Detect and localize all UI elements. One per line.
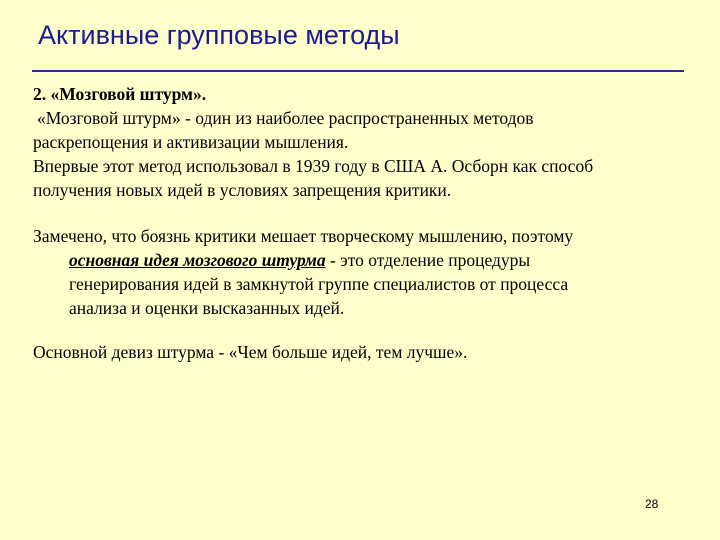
page-number: 28 <box>645 497 659 511</box>
paragraph-gap <box>33 202 703 224</box>
paragraph2-line1: Замечено, что боязнь критики мешает творческому мышлению, поэтому <box>33 226 574 246</box>
paragraph2-line2 <box>33 248 703 272</box>
paragraph-gap <box>33 320 703 340</box>
paragraph2-line2-rest: - это отделение процедуры <box>325 250 531 270</box>
paragraph2-line4: анализа и оценки высказанных идей. <box>69 298 345 318</box>
slide-title: Активные групповые методы <box>38 20 400 50</box>
paragraph1-line4: получения новых идей в условиях запрещения критики. <box>33 180 452 200</box>
paragraph1-line1: «Мозговой штурм» - один из наиболее распространенных методов <box>37 108 534 128</box>
paragraph1-line3: Впервые этот метод использовал в 1939 году в США А. Осборн как способ <box>33 156 594 176</box>
section-heading: 2. «Мозговой штурм». <box>33 84 207 104</box>
paragraph2-line3: генерирования идей в замкнутой группе специалистов от процесса <box>69 274 569 294</box>
slide-body <box>33 82 703 364</box>
paragraph1-line2: раскрепощения и активизации мышления. <box>33 132 349 152</box>
main-idea-emphasis: основная идея мозгового штурма <box>69 250 326 270</box>
title-divider <box>32 70 684 72</box>
paragraph3-line1: Основной девиз штурма - «Чем больше идей, тем лучше». <box>33 342 468 362</box>
